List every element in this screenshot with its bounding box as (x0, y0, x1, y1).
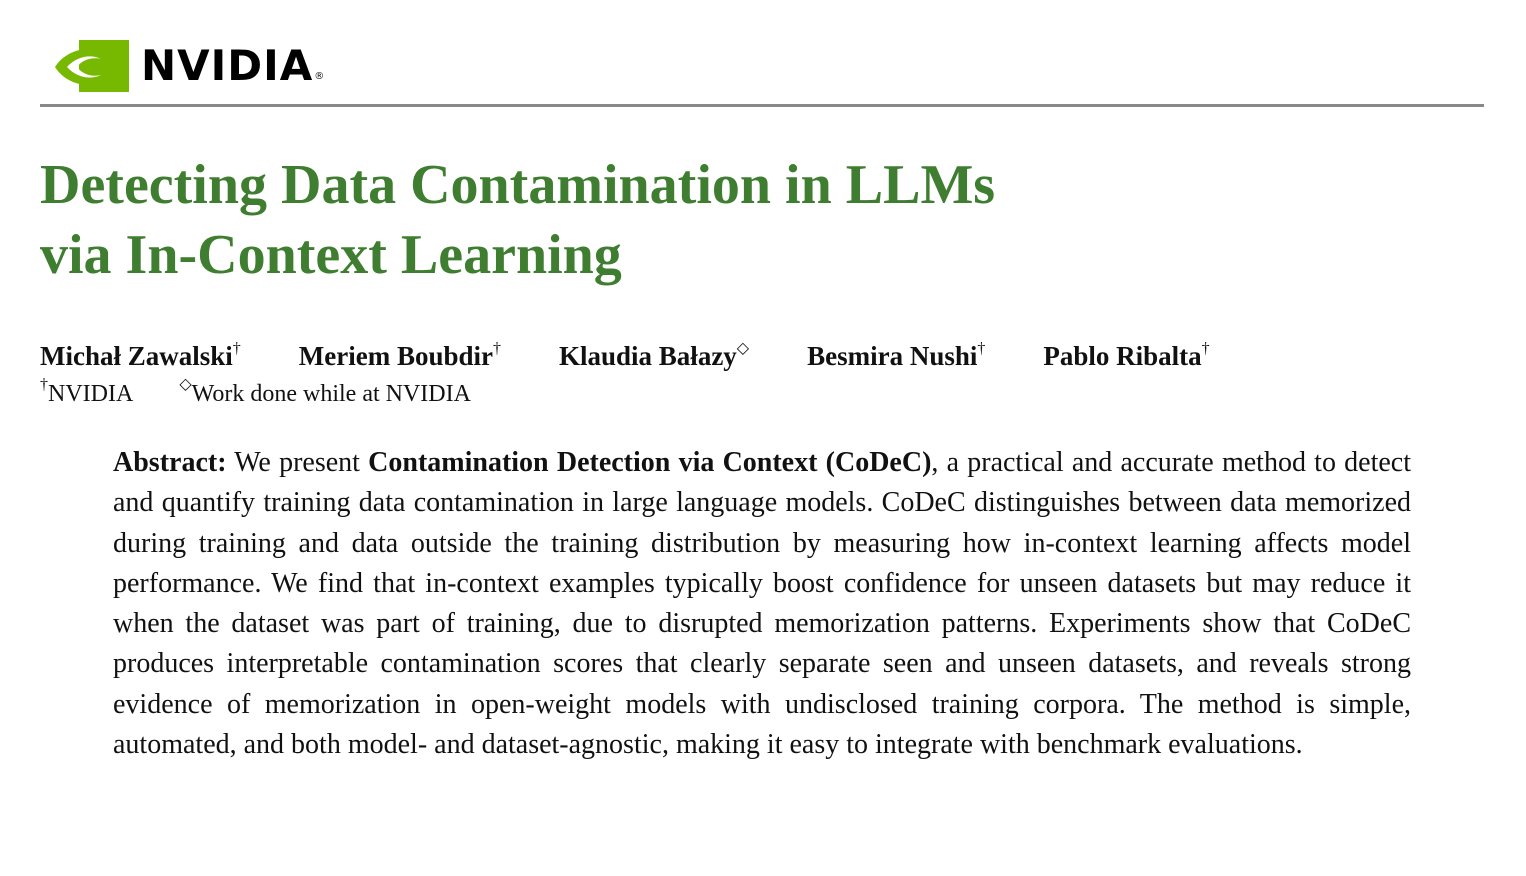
author (40, 338, 241, 374)
affiliation (179, 376, 471, 407)
header-divider (40, 104, 1484, 107)
nvidia-logo (53, 40, 324, 92)
affiliation-text: NVIDIA (48, 381, 134, 407)
abstract (113, 443, 1411, 765)
nvidia-eye-icon (53, 40, 129, 92)
abstract-body: , a practical and accurate method to detect and quantify training data contamination in large language models. CoDeC distinguishes between data memorized during training and data outside the training distribution by measuring how in-context learning affects model performance. We find that in-context examples typically boost confidence for unseen datasets but may reduce it when the dataset was part of training, due to disrupted memorization patterns. Experiments show that CoDeC produces interpretable contamination scores that clearly separate seen and unseen datasets, and reveals strong evidence of memorization in open-weight models with undisclosed training corpora. The method is simple, automated, and both model- and dataset-agnostic, making it easy to integrate with benchmark evaluations. (113, 447, 1411, 761)
author-mark: † (493, 340, 502, 357)
author-list (40, 338, 1460, 374)
author-mark: † (977, 340, 986, 357)
author-name: Meriem Boubdir (298, 341, 494, 371)
author-name: Michał Zawalski (40, 341, 233, 371)
author-name: Klaudia Bałazy (559, 341, 737, 371)
author (299, 338, 501, 374)
method-name: Contamination Detection via Context (CoDeC) (368, 447, 932, 478)
author-name: Besmira Nushi (807, 341, 978, 371)
affiliation-list (40, 378, 511, 410)
author (807, 338, 985, 374)
author (1043, 338, 1209, 374)
affiliation-mark: ◇ (179, 376, 192, 393)
author-mark: † (232, 340, 241, 357)
title-line-2: via In-Context Learning (40, 224, 622, 286)
logo-wordmark: NVIDIA (141, 41, 314, 90)
paper-title (40, 150, 995, 290)
title-line-1: Detecting Data Contamination in LLMs (40, 154, 996, 216)
affiliation-text: Work done while at NVIDIA (191, 381, 471, 407)
affiliation-mark: † (40, 376, 48, 393)
registered-mark: ® (314, 71, 325, 82)
author (559, 338, 749, 374)
abstract-intro: We present (226, 447, 369, 478)
author-mark: † (1201, 340, 1210, 357)
abstract-label: Abstract: (113, 447, 227, 478)
page-header (40, 36, 1484, 108)
author-mark: ◇ (736, 340, 750, 357)
affiliation (40, 376, 134, 407)
author-name: Pablo Ribalta (1043, 341, 1202, 371)
